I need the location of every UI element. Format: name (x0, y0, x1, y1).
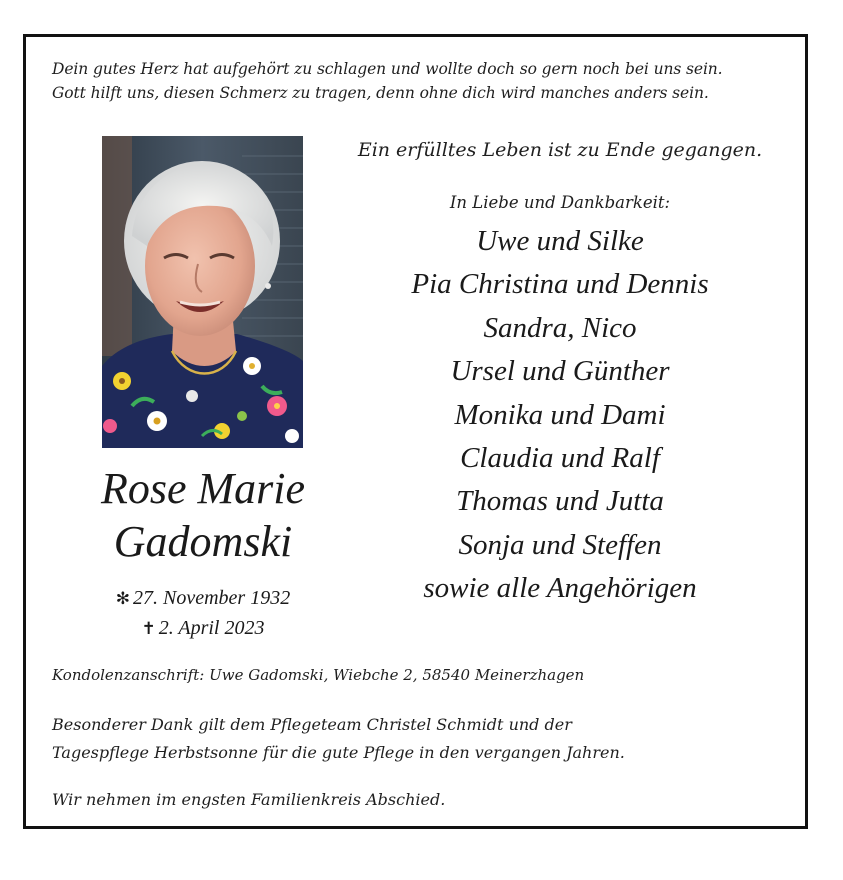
mourner-item: Claudia und Ralf (460, 442, 660, 475)
intro-line-2: Gott hilft uns, diesen Schmerz zu tragen, denn ohne dich wird manches anders sein. (52, 84, 709, 102)
thanks-line-2: Tagespflege Herbstsonne für die gute Pflege in den vergangen Jahren. (52, 743, 625, 762)
mourner-item: Uwe und Silke (476, 225, 644, 257)
portrait-photo (102, 136, 303, 448)
condolence-address (52, 664, 792, 686)
farewell-text: Wir nehmen im engsten Familienkreis Abschied. (52, 790, 446, 809)
deceased-name (60, 462, 346, 568)
farewell-note (52, 787, 792, 813)
mourner-item: Sandra, Nico (483, 311, 637, 344)
mourner-item: Monika und Dami (454, 398, 666, 431)
mourners-list (330, 220, 790, 611)
birth-date-line (60, 584, 346, 614)
mourner-item: Ursel und Günther (450, 355, 670, 388)
death-date-line (60, 614, 346, 644)
mourner-item: Sonja und Steffen (458, 528, 662, 561)
condolence-text: Kondolenzanschrift: Uwe Gadomski, Wiebche 2, 58540 Meinerzhagen (52, 666, 585, 684)
deceased-first-names: Rose Marie (100, 464, 306, 513)
fulfilled-life-line: Ein erfülltes Leben ist zu Ende gegangen. (357, 139, 763, 161)
death-cross-icon: ✝ (141, 619, 156, 639)
mourner-item: Thomas und Jutta (456, 485, 664, 518)
intro-verse (52, 57, 792, 105)
mourners-column (330, 135, 790, 611)
birth-date: 27. November 1932 (133, 587, 291, 609)
birth-star-icon: ✻ (115, 589, 131, 609)
mourner-item: sowie alle Angehörigen (423, 572, 697, 605)
deceased-surname: Gadomski (113, 517, 293, 566)
special-thanks (52, 711, 792, 767)
mourner-item: Pia Christina und Dennis (411, 268, 709, 301)
life-dates (60, 584, 346, 644)
intro-line-1: Dein gutes Herz hat aufgehört zu schlagen und wollte doch so gern noch bei uns sein. (52, 60, 723, 78)
death-date: 2. April 2023 (158, 617, 265, 639)
thanks-line-1: Besonderer Dank gilt dem Pflegeteam Christel Schmidt und der (52, 715, 572, 734)
gratitude-line: In Liebe und Dankbarkeit: (449, 193, 671, 212)
